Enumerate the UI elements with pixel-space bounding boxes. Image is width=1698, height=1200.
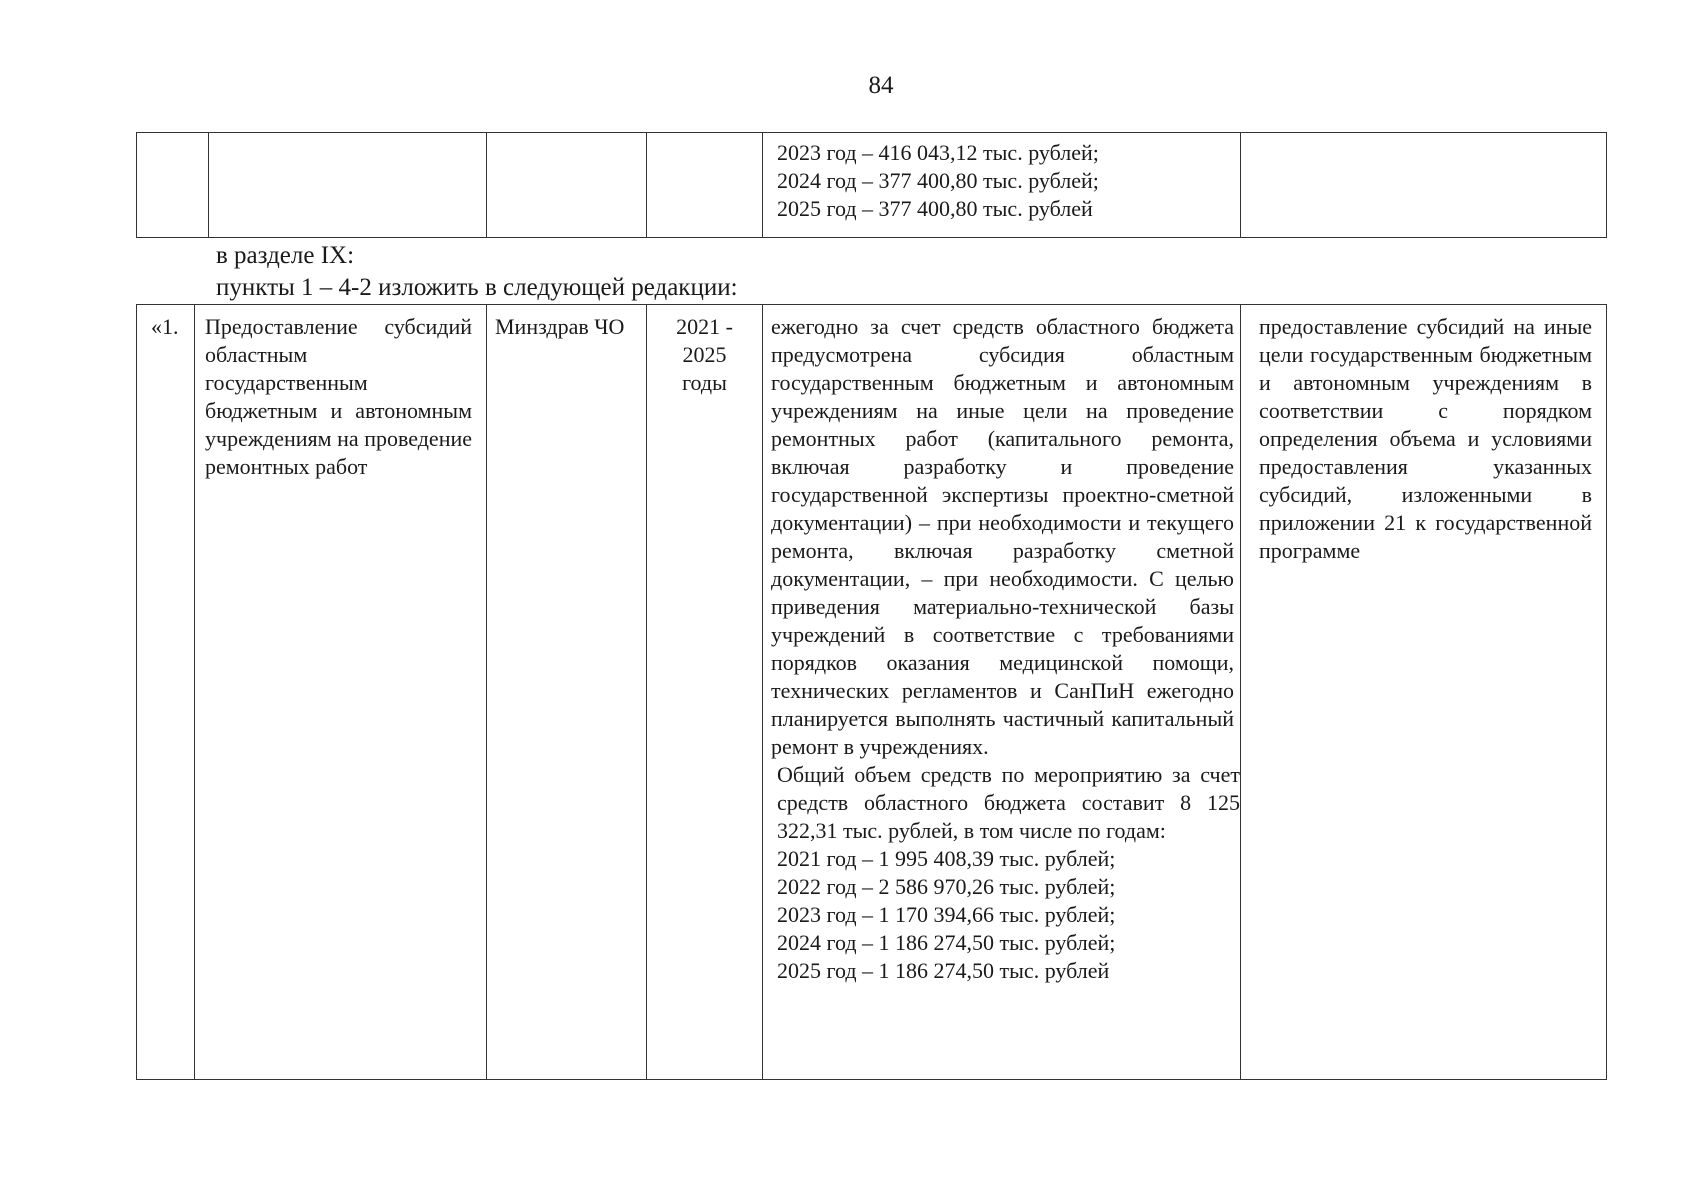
funding-year: 2022 год – 2 586 970,26 тыс. рублей;	[777, 874, 1116, 899]
measures-table	[136, 304, 1607, 1080]
table-row	[137, 133, 1607, 238]
period-word: годы	[682, 370, 727, 395]
funding-total: Общий объем средств по мероприятию за счет средств областного бюджета составит 8 125 322,31 тыс. рублей, в том числе по годам:	[777, 762, 1240, 843]
table-row	[137, 305, 1607, 1080]
amendment-intro	[216, 240, 738, 304]
cell-empty	[487, 133, 647, 238]
period-range: 2021 - 2025	[676, 314, 733, 367]
cell-funding-continuation	[763, 133, 1241, 238]
cell-empty	[1241, 133, 1607, 238]
intro-section-line: в разделе IX:	[216, 242, 355, 269]
page-number: 84	[868, 72, 894, 99]
funding-year: 2024 год – 1 186 274,50 тыс. рублей;	[777, 930, 1116, 955]
item-description-cell	[763, 305, 1241, 1080]
item-executor: Минздрав ЧО	[487, 305, 647, 1080]
item-name: Предоставление субсидий областным государственным бюджетным и автономным учреждениям на проведение ремонтных работ	[195, 305, 487, 1080]
funding-year: 2023 год – 1 170 394,66 тыс. рублей;	[777, 902, 1116, 927]
funding-line: 2023 год – 416 043,12 тыс. рублей;	[777, 140, 1099, 165]
item-number: «1.	[137, 305, 195, 1080]
funding-line: 2024 год – 377 400,80 тыс. рублей;	[777, 168, 1099, 193]
cell-empty	[647, 133, 763, 238]
funding-year: 2025 год – 1 186 274,50 тыс. рублей	[777, 958, 1110, 983]
cell-empty	[137, 133, 209, 238]
cell-empty	[209, 133, 487, 238]
intro-instruction-line: пункты 1 – 4-2 изложить в следующей редакции:	[216, 274, 738, 301]
funding-year: 2021 год – 1 995 408,39 тыс. рублей;	[777, 846, 1116, 871]
item-expected-result: предоставление субсидий на иные цели государственным бюджетным и автономным учреждениям в соответствии с порядком определения объема и условиями предоставления указанных субсидий, изложенными в приложении 21 к государственной программе	[1241, 305, 1607, 1080]
item-funding	[771, 761, 1240, 985]
item-description: ежегодно за счет средств областного бюджета предусмотрена субсидия областным государственным бюджетным и автономным учреждениям на иные цели на проведение ремонтных работ (капитального ремонта, включая разработку и проведение государственной экспертизы проектно-сметной документации) – при необходимости и текущего ремонта, включая разработку сметной документации, – при необходимости. С целью приведения материально-технической базы учреждений в соответствие с требованиями порядков оказания медицинской помощи, технических регламентов и СанПиН ежегодно планируется выполнять частичный капитальный ремонт в учреждениях.	[771, 314, 1234, 759]
funding-line: 2025 год – 377 400,80 тыс. рублей	[777, 196, 1093, 221]
continuation-table	[136, 132, 1607, 238]
item-period	[647, 305, 763, 1080]
